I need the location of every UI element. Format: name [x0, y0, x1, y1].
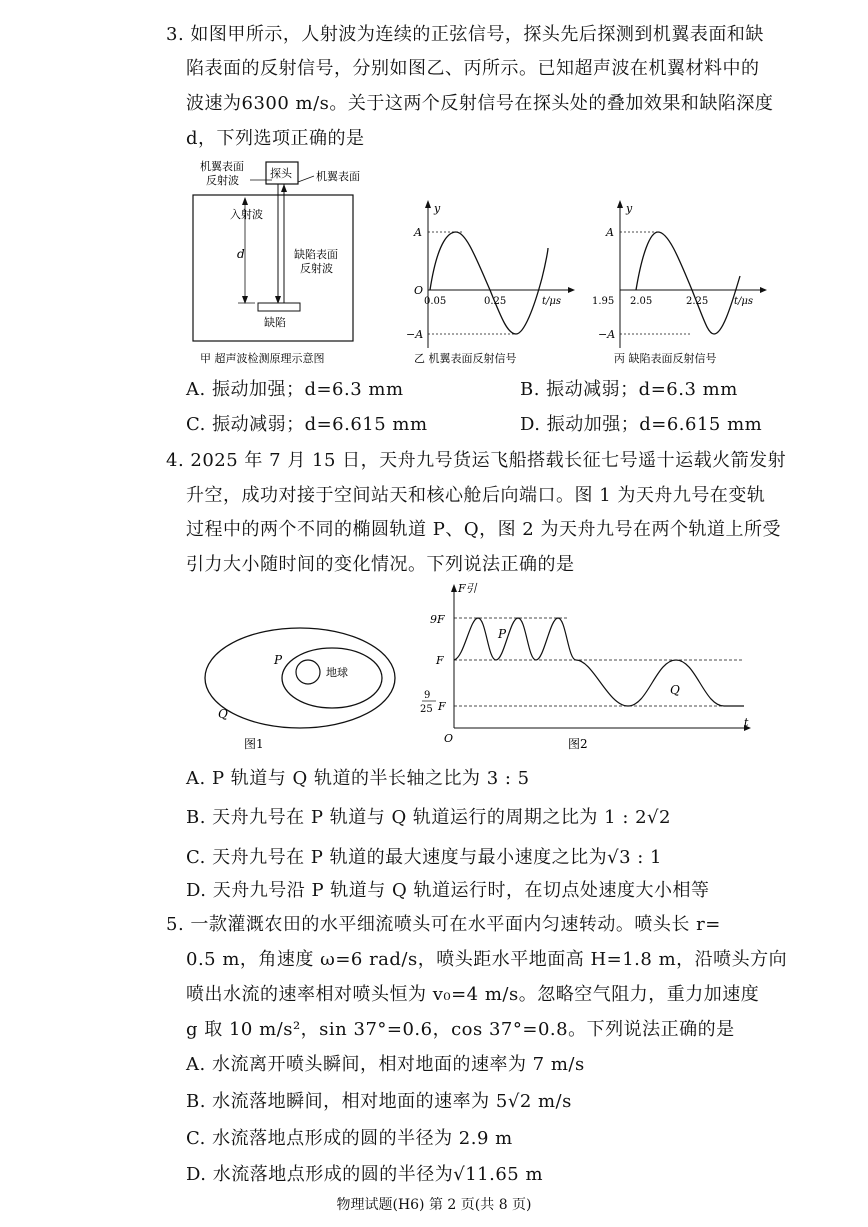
q5-option-B[interactable]: B. 水流落地瞬间，相对地面的速率为 5√2 m/s [186, 1091, 572, 1112]
yi-t-axis-label: t/μs [542, 296, 562, 307]
figure-jia-diagram [190, 158, 370, 368]
bing-negA-label: −A [598, 328, 616, 341]
figure-2-force-time [418, 580, 758, 755]
q5-option-A[interactable]: A. 水流离开喷头瞬间，相对地面的速率为 7 m/s [186, 1054, 585, 1075]
q4-option-A[interactable]: A. P 轨道与 Q 轨道的半长轴之比为 3 : 5 [186, 768, 530, 789]
wing-surface-label: 机翼表面 [316, 170, 360, 183]
tick-F-label: F [436, 654, 444, 667]
q4-line-3: 过程中的两个不同的椭圆轨道 P、Q，图 2 为天舟九号在两个轨道上所受 [186, 519, 781, 540]
wing-reflect-label-2: 反射波 [206, 174, 239, 187]
q3-line-3: 波速为6300 m/s。关于这两个反射信号在探头处的叠加效果和缺陷深度 [186, 93, 774, 114]
yi-negA-label: −A [406, 328, 424, 341]
figure-yi-signal [398, 198, 578, 368]
t-axis-label: t [744, 716, 749, 729]
tick-9-25-F: F [438, 700, 446, 713]
orbit-P-label: P [274, 653, 283, 667]
bing-t0-label: 1.95 [592, 296, 615, 307]
q5-option-D[interactable]: D. 水流落地点形成的圆的半径为√11.65 m [186, 1164, 544, 1185]
q3-option-B[interactable]: B. 振动减弱；d=6.3 mm [520, 379, 738, 400]
yi-t1-label: 0.05 [424, 296, 447, 307]
curve-Q-label: Q [670, 683, 680, 697]
tick-9F-label: 9F [430, 613, 445, 626]
q4-option-C[interactable]: C. 天舟九号在 P 轨道的最大速度与最小速度之比为√3 : 1 [186, 847, 663, 868]
figure-2-caption: 图2 [568, 737, 588, 751]
q3-line-4: d，下列选项正确的是 [186, 128, 365, 149]
q4-line-1: 4. 2025 年 7 月 15 日，天舟九号货运飞船搭载长征七号遥十运载火箭发射 [166, 450, 787, 471]
yi-origin-label: O [414, 284, 424, 297]
bing-t2-label: 2.25 [686, 296, 709, 307]
bing-A-label: A [606, 226, 614, 239]
figure-bing-caption: 丙 缺陷表面反射信号 [614, 352, 717, 365]
yi-A-label: A [414, 226, 422, 239]
force-axis-label: F引 [458, 582, 477, 595]
defect-reflect-label-1: 缺陷表面 [294, 248, 338, 261]
incident-wave-label: 入射波 [230, 208, 263, 221]
wing-reflect-label-1: 机翼表面 [200, 160, 244, 173]
depth-d-label: d [237, 247, 245, 261]
yi-y-axis-label: y [434, 202, 441, 215]
q4-option-B[interactable]: B. 天舟九号在 P 轨道与 Q 轨道运行的周期之比为 1 : 2√2 [186, 807, 671, 828]
bing-y-axis-label: y [626, 202, 633, 215]
q5-line-2: 0.5 m，角速度 ω=6 rad/s，喷头距水平地面高 H=1.8 m，沿喷头方向 [186, 949, 788, 970]
q4-line-4: 引力大小随时间的变化情况。下列说法正确的是 [186, 554, 575, 575]
q5-line-1: 5. 一款灌溉农田的水平细流喷头可在水平面内匀速转动。喷头长 r= [166, 914, 721, 935]
q3-line-1: 3. 如图甲所示，人射波为连续的正弦信号，探头先后探测到机翼表面和缺 [166, 24, 764, 45]
q3-option-D[interactable]: D. 振动加强；d=6.615 mm [520, 414, 763, 435]
q3-option-C[interactable]: C. 振动减弱；d=6.615 mm [186, 414, 428, 435]
figure-yi-caption: 乙 机翼表面反射信号 [414, 352, 517, 365]
orbit-Q-label: Q [218, 707, 228, 721]
q4-option-D[interactable]: D. 天舟九号沿 P 轨道与 Q 轨道运行时，在切点处速度大小相等 [186, 880, 710, 901]
defect-label: 缺陷 [264, 316, 286, 329]
q3-option-A[interactable]: A. 振动加强；d=6.3 mm [186, 379, 404, 400]
yi-t2-label: 0.25 [484, 296, 507, 307]
q3-line-2: 陷表面的反射信号，分别如图乙、丙所示。已知超声波在机翼材料中的 [186, 58, 760, 79]
tick-9-25-num: 9 [424, 690, 431, 701]
q4-line-2: 升空，成功对接于空间站天和核心舱后向端口。图 1 为天舟九号在变轨 [186, 485, 766, 506]
tick-9-25-den: 25 [420, 704, 433, 715]
origin-label: O [444, 732, 454, 745]
figure-1-caption: 图1 [244, 737, 264, 751]
q5-option-C[interactable]: C. 水流落地点形成的圆的半径为 2.9 m [186, 1128, 513, 1149]
figure-bing-signal [590, 198, 770, 368]
q5-line-3: 喷出水流的速率相对喷头恒为 v₀=4 m/s。忽略空气阻力，重力加速度 [186, 984, 760, 1005]
probe-label: 探头 [270, 167, 292, 180]
defect-reflect-label-2: 反射波 [300, 262, 333, 275]
bing-t1-label: 2.05 [630, 296, 653, 307]
bing-t-axis-label: t/μs [734, 296, 754, 307]
earth-label: 地球 [326, 666, 348, 679]
curve-P-label: P [498, 627, 507, 641]
figure-1-orbits [200, 620, 410, 755]
q5-line-4: g 取 10 m/s²，sin 37°=0.6，cos 37°=0.8。下列说法正确的是 [186, 1019, 735, 1040]
page-footer: 物理试题(H6) 第 2 页(共 8 页) [336, 1197, 532, 1213]
figure-jia-caption: 甲 超声波检测原理示意图 [200, 352, 325, 365]
